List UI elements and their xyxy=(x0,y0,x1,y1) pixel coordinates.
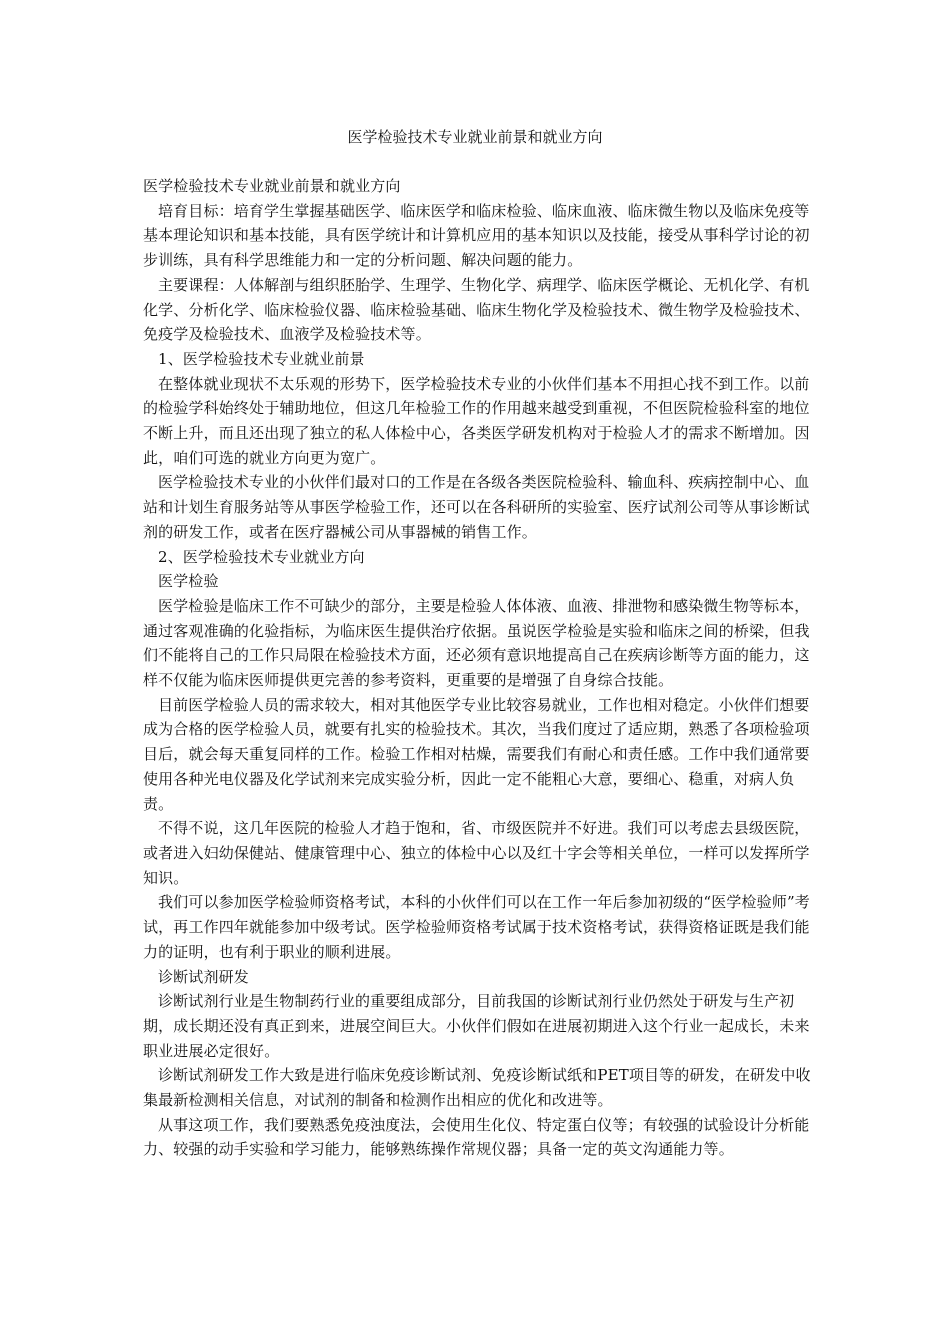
paragraph-medical-testing-intro: 医学检验是临床工作不可缺少的部分，主要是检验人体体液、血液、排泄物和感染微生物等标本，通过客观准确的化验指标，为临床医生提供治疗依据。虽说医学检验是实验和临床之间的桥梁，但我们不能将自己的工作只局限在检验技术方面，还必须有意识地提高自己在疾病诊断等方面的能力，这样不仅能为临床医师提供更完善的参考资料，更重要的是增强了自身综合技能。 xyxy=(143,596,810,690)
paragraph-qualification-exam: 我们可以参加医学检验师资格考试，本科的小伙伴们可以在工作一年后参加初级的“医学检验师”考试，再工作四年就能参加中级考试。医学检验师资格考试属于技术资格考试，获得资格证既是我们能力的证明，也有利于职业的顺利进展。 xyxy=(143,893,810,961)
subsection-heading-medical-testing: 医学检验 xyxy=(158,572,219,591)
body-heading: 医学检验技术专业就业前景和就业方向 xyxy=(143,177,401,195)
subsection-heading-reagent-rd: 诊断试剂研发 xyxy=(158,967,249,986)
document-title: 医学检验技术专业就业前景和就业方向 xyxy=(347,128,603,146)
paragraph-main-courses: 主要课程：人体解剖与组织胚胎学、生理学、生物化学、病理学、临床医学概论、无机化学、有机化学、分析化学、临床检验仪器、临床检验基础、临床生物化学及检验技术、微生物学及检验技术、免疫学及检验技术、血液学及检验技术等。 xyxy=(143,275,810,344)
paragraph-training-goals: 培育目标：培育学生掌握基础医学、临床医学和临床检验、临床血液、临床微生物以及临床免疫等基本理论知识和基本技能，具有医学统计和计算机应用的基本知识以及技能，接受从事科学讨论的初步训练，具有科学思维能力和一定的分析问题、解决问题的能力。 xyxy=(143,201,810,270)
paragraph-matching-jobs: 医学检验技术专业的小伙伴们最对口的工作是在各级各类医院检验科、输血科、疾病控制中心、血站和计划生育服务站等从事医学检验工作，还可以在各科研所的实验室、医疗试剂公司等从事诊断试剂的研发工作，或者在医疗器械公司从事器械的销售工作。 xyxy=(143,473,810,541)
section-heading-prospects: 1、医学检验技术专业就业前景 xyxy=(158,349,365,368)
paragraph-prospects-overview: 在整体就业现状不太乐观的形势下，医学检验技术专业的小伙伴们基本不用担心找不到工作。以前的检验学科始终处于辅助地位，但这几年检验工作的作用越来越受到重视，不但医院检验科室的地位不断上升，而且还出现了独立的私人体检中心，各类医学研发机构对于检验人才的需求不断增加。因此，咱们可选的就业方向更为宽广。 xyxy=(143,374,810,467)
paragraph-reagent-skills: 从事这项工作，我们要熟悉免疫浊度法，会使用生化仪、特定蛋白仪等；有较强的试验设计分析能力、较强的动手实验和学习能力，能够熟练操作常规仪器；具备一定的英文沟通能力等。 xyxy=(143,1115,810,1159)
paragraph-hospital-saturation: 不得不说，这几年医院的检验人才趋于饱和，省、市级医院并不好进。我们可以考虑去县级医院，或者进入妇幼保健站、健康管理中心、独立的体检中心以及红十字会等相关单位，一样可以发挥所学知识。 xyxy=(143,819,810,887)
document-body xyxy=(143,174,813,1162)
paragraph-medical-testing-demand: 目前医学检验人员的需求较大，相对其他医学专业比较容易就业，工作也相对稳定。小伙伴们想要成为合格的医学检验人员，就要有扎实的检验技术。其次，当我们度过了适应期，熟悉了各项检验项目后，就会每天重复同样的工作。检验工作相对枯燥，需要我们有耐心和责任感。工作中我们通常要使用各种光电仪器及化学试剂来完成实验分析，因此一定不能粗心大意，要细心、稳重，对病人负责。 xyxy=(143,695,810,813)
section-heading-directions: 2、医学检验技术专业就业方向 xyxy=(158,547,365,566)
paragraph-reagent-work: 诊断试剂研发工作大致是进行临床免疫诊断试剂、免疫诊断试纸和PET项目等的研发，在研发中收集最新检测相关信息，对试剂的制备和检测作出相应的优化和改进等。 xyxy=(143,1066,811,1110)
paragraph-reagent-industry: 诊断试剂行业是生物制药行业的重要组成部分，目前我国的诊断试剂行业仍然处于研发与生产初期，成长期还没有真正到来，进展空间巨大。小伙伴们假如在进展初期进入这个行业一起成长，未来职业进展必定很好。 xyxy=(143,992,810,1060)
